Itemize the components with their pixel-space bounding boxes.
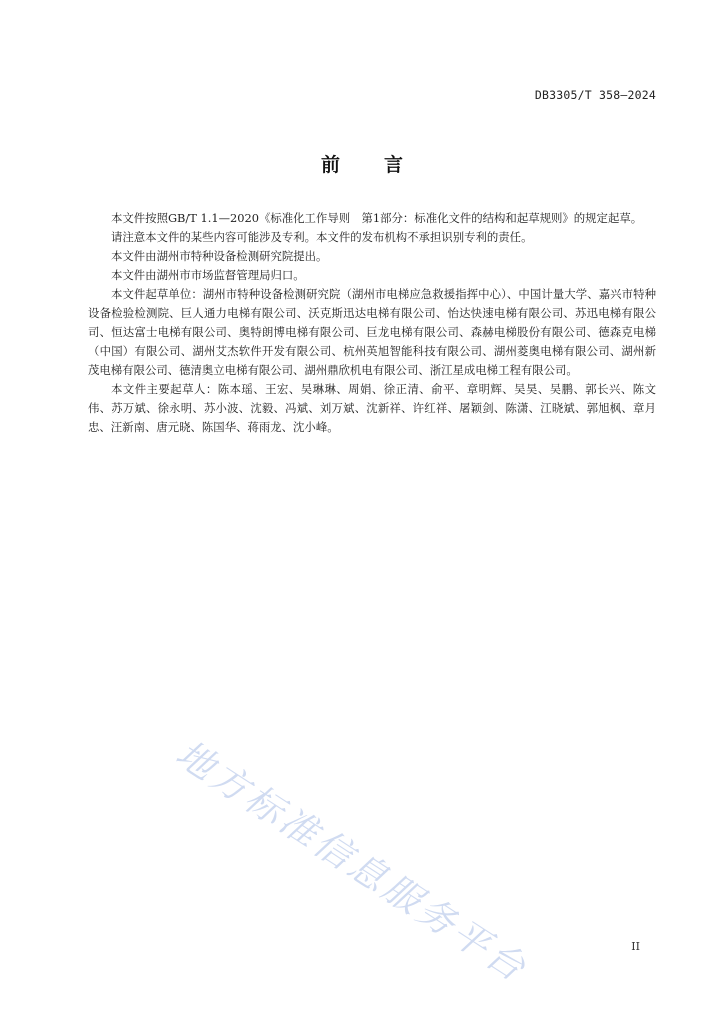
paragraph-drafting-units: 本文件起草单位：湖州市特种设备检测研究院（湖州市电梯应急救援指挥中心）、中国计量大学、嘉兴市特种设备检验检测院、巨人通力电梯有限公司、沃克斯迅达电梯有限公司、怡达快速电梯有限公司、苏迅电梯有限公司、恒达富士电梯有限公司、奥特朗博电梯有限公司、巨龙电梯有限公司、森赫电梯股份有限公司、德森克电梯（中国）有限公司、湖州艾杰软件开发有限公司、杭州英旭智能科技有限公司、湖州菱奥电梯有限公司、湖州新茂电梯有限公司、德清奥立电梯有限公司、湖州鼎欣机电有限公司、浙江星成电梯工程有限公司。	[88, 287, 656, 377]
paragraph-proposer: 本文件由湖州市特种设备检测研究院提出。	[111, 249, 328, 263]
page-title	[0, 150, 724, 177]
title-char-1: 前	[320, 154, 340, 176]
preface-body	[88, 209, 656, 437]
paragraph-administrator: 本文件由湖州市市场监督管理局归口。	[111, 268, 305, 282]
watermark: 地方标准信息服务平台	[168, 731, 536, 992]
paragraph-drafters: 本文件主要起草人：陈本瑶、王宏、吴琳琳、周娟、徐正清、俞平、章明辉、吴昊、吴鹏、郭长兴、陈文伟、苏万斌、徐永明、苏小波、沈毅、冯斌、刘万斌、沈新祥、许红祥、屠颖剑、陈潇、江晓斌、郭旭枫、章月忠、汪新南、唐元晓、陈国华、蒋雨龙、沈小峰。	[88, 382, 656, 434]
paragraph-drafting-basis: 本文件按照GB/T 1.1—2020《标准化工作导则 第1部分：标准化文件的结构和起草规则》的规定起草。	[111, 211, 643, 225]
paragraph-patent-notice: 请注意本文件的某些内容可能涉及专利。本文件的发布机构不承担识别专利的责任。	[111, 230, 533, 244]
title-char-2: 言	[384, 154, 404, 176]
document-code: DB3305/T 358—2024	[534, 88, 656, 102]
page-number: II	[631, 940, 640, 953]
